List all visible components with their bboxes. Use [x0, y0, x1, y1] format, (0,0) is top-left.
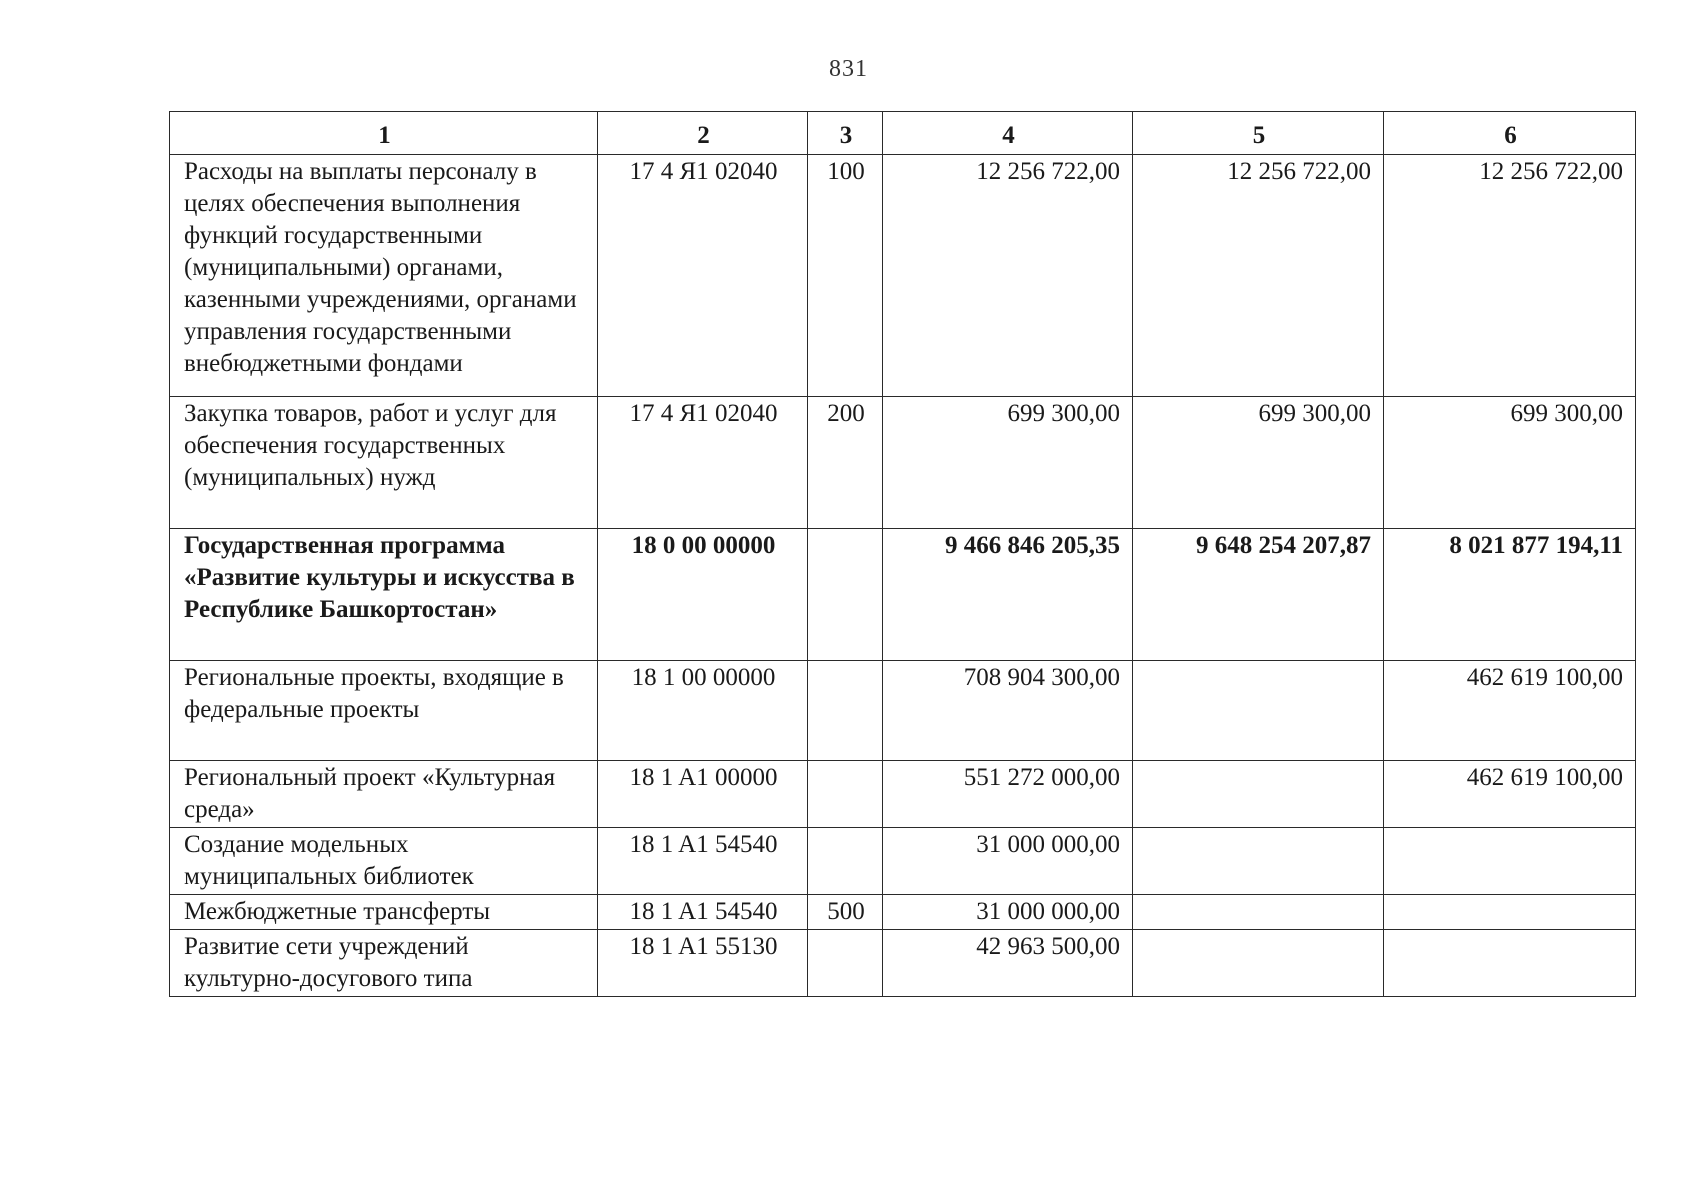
table-row — [170, 761, 1636, 828]
row-name: Создание модельных муниципальных библиотек — [170, 828, 598, 895]
row-name: Межбюджетные трансферты — [170, 895, 598, 930]
row-name: Региональный проект «Культурная среда» — [170, 761, 598, 828]
row-value-6: 12 256 722,00 — [1384, 155, 1636, 397]
row-value-4: 699 300,00 — [883, 397, 1133, 529]
row-value-5: 699 300,00 — [1133, 397, 1384, 529]
row-value-5 — [1133, 895, 1384, 930]
row-name: Государственная программа «Развитие культуры и искусства в Республике Башкортостан» — [170, 529, 598, 661]
row-expense-type — [808, 761, 883, 828]
row-expense-type — [808, 930, 883, 997]
row-value-4: 42 963 500,00 — [883, 930, 1133, 997]
row-value-6: 8 021 877 194,11 — [1384, 529, 1636, 661]
table-row — [170, 529, 1636, 661]
row-expense-type: 500 — [808, 895, 883, 930]
table-row — [170, 397, 1636, 529]
budget-table — [169, 111, 1636, 997]
row-value-5 — [1133, 930, 1384, 997]
row-value-5 — [1133, 828, 1384, 895]
row-code: 18 1 A1 54540 — [598, 895, 808, 930]
row-value-4: 31 000 000,00 — [883, 828, 1133, 895]
row-value-4: 551 272 000,00 — [883, 761, 1133, 828]
row-code: 18 1 00 00000 — [598, 661, 808, 761]
table-row — [170, 895, 1636, 930]
row-code: 18 1 A1 55130 — [598, 930, 808, 997]
table-row — [170, 828, 1636, 895]
row-value-6: 462 619 100,00 — [1384, 661, 1636, 761]
row-value-5: 12 256 722,00 — [1133, 155, 1384, 397]
row-expense-type: 200 — [808, 397, 883, 529]
row-value-4: 9 466 846 205,35 — [883, 529, 1133, 661]
row-expense-type — [808, 828, 883, 895]
table-row — [170, 930, 1636, 997]
page-number: 831 — [829, 56, 868, 82]
row-name: Расходы на выплаты персоналу в целях обеспечения выполнения функций государственными (муниципальными) органами, казенными учреждениями, органами управления государственными внебюджетными фондами — [170, 155, 598, 397]
row-name: Развитие сети учреждений культурно-досугового типа — [170, 930, 598, 997]
column-header-5: 5 — [1133, 112, 1384, 155]
row-value-5 — [1133, 661, 1384, 761]
row-code: 18 0 00 00000 — [598, 529, 808, 661]
column-header-3: 3 — [808, 112, 883, 155]
row-code: 18 1 A1 00000 — [598, 761, 808, 828]
row-name: Закупка товаров, работ и услуг для обеспечения государственных (муниципальных) нужд — [170, 397, 598, 529]
column-header-4: 4 — [883, 112, 1133, 155]
row-value-5 — [1133, 761, 1384, 828]
row-value-6 — [1384, 828, 1636, 895]
table-row — [170, 155, 1636, 397]
column-header-2: 2 — [598, 112, 808, 155]
row-value-6: 462 619 100,00 — [1384, 761, 1636, 828]
table-row — [170, 661, 1636, 761]
row-code: 17 4 Я1 02040 — [598, 397, 808, 529]
column-header-1: 1 — [170, 112, 598, 155]
row-value-4: 31 000 000,00 — [883, 895, 1133, 930]
row-value-6 — [1384, 895, 1636, 930]
column-header-6: 6 — [1384, 112, 1636, 155]
row-value-5: 9 648 254 207,87 — [1133, 529, 1384, 661]
row-code: 17 4 Я1 02040 — [598, 155, 808, 397]
table-header-row — [170, 112, 1636, 155]
row-expense-type — [808, 661, 883, 761]
row-value-4: 12 256 722,00 — [883, 155, 1133, 397]
row-name: Региональные проекты, входящие в федеральные проекты — [170, 661, 598, 761]
row-value-6: 699 300,00 — [1384, 397, 1636, 529]
row-expense-type: 100 — [808, 155, 883, 397]
row-value-6 — [1384, 930, 1636, 997]
row-code: 18 1 A1 54540 — [598, 828, 808, 895]
row-expense-type — [808, 529, 883, 661]
row-value-4: 708 904 300,00 — [883, 661, 1133, 761]
